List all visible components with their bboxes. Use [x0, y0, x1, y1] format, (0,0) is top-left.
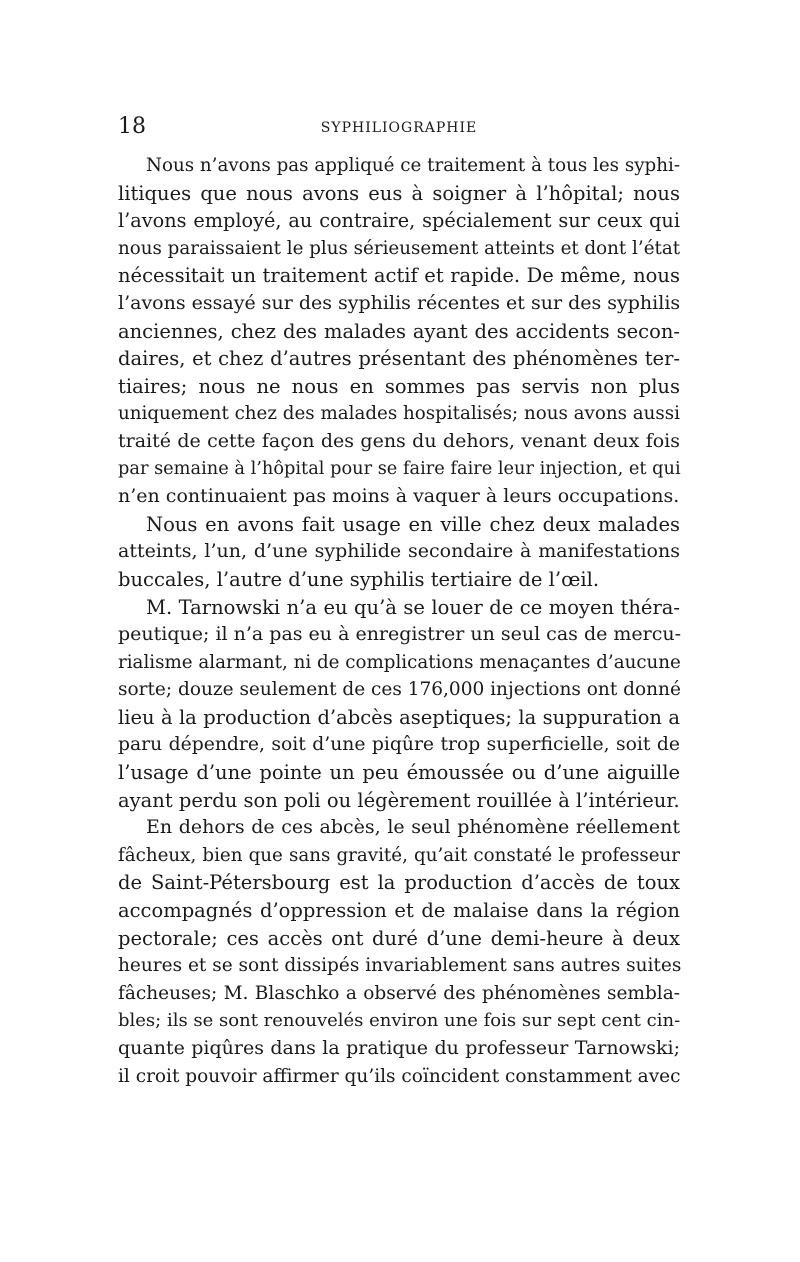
text-line: rialisme alarmant, ni de complications menaçantes d’aucune: [118, 651, 681, 673]
text-line: uniquement chez des malades hospitalisés; nous avons aussi: [118, 403, 680, 425]
text-line: sorte; douze seulement de ces 176,000 injections ont donné: [118, 679, 681, 701]
text-line: atteints, l’un, d’une syphilide secondaire à manifestations: [118, 540, 680, 563]
text-line: quante piqûres dans la pratique du professeur Tarnowski;: [118, 1037, 680, 1059]
text-line: ayant perdu son poli ou légèrement rouillée à l’intérieur.: [118, 788, 680, 812]
text-line: bles; ils se sont renouvelés environ une fois sur sept cent cin-: [118, 1010, 681, 1032]
text-line: M. Tarnowski n’a eu qu’à se louer de ce moyen théra-: [146, 595, 680, 619]
text-line: lieu à la production d’abcès aseptiques; la suppuration a: [118, 705, 680, 729]
text-line: tiaires; nous ne nous en sommes pas servis non plus: [118, 374, 680, 398]
page-number: 18: [118, 114, 146, 139]
text-line: paru dépendre, soit d’une piqûre trop superficielle, soit de: [118, 734, 680, 756]
running-title: SYPHILIOGRAPHIE: [320, 120, 478, 136]
text-line: traité de cette façon des gens du dehors, venant deux fois: [118, 429, 680, 452]
text-line: nécessitait un traitement actif et rapide. De même, nous: [118, 264, 680, 288]
text-line: n’en continuaient pas moins à vaquer à leurs occupations.: [118, 485, 680, 508]
text-line: anciennes, chez des malades ayant des accidents secon-: [118, 319, 680, 343]
text-line: l’avons essayé sur des syphilis récentes et sur des syphilis: [118, 291, 681, 314]
text-line: nous paraissaient le plus sérieusement atteints et dont l’état: [118, 237, 681, 259]
text-line: Nous en avons fait usage en ville chez deux malades: [146, 512, 680, 536]
text-line: de Saint-Pétersbourg est la production d’accès de toux: [118, 871, 680, 895]
text-line: il croit pouvoir affirmer qu’ils coïncident constamment avec: [118, 1065, 681, 1087]
text-line: accompagnés d’oppression et de malaise dans la région: [118, 899, 680, 923]
text-line: buccales, l’autre d’une syphilis tertiaire de l’œil.: [118, 567, 600, 591]
text-line: daires, et chez d’autres présentant des phénomènes ter-: [118, 347, 680, 371]
text-line: fâcheuses; M. Blaschko a observé des phénomènes sembla-: [118, 982, 680, 1004]
text-line: par semaine à l’hôpital pour se faire faire leur injection, et qui: [118, 458, 681, 479]
text-line: En dehors de ces abcès, le seul phénomène réellement: [146, 816, 680, 839]
running-head: [118, 112, 680, 142]
text-line: heures et se sont dissipés invariablement sans autres suites: [118, 955, 682, 977]
text-line: Nous n’avons pas appliqué ce traitement à tous les syphi-: [146, 155, 680, 176]
body-text: [118, 152, 680, 1090]
text-line: l’usage d’une pointe un peu émoussée ou d’une aiguille: [118, 761, 680, 785]
text-line: peutique; il n’a pas eu à enregistrer un seul cas de mercu-: [118, 623, 682, 646]
text-line: pectorale; ces accès ont duré d’une demi-heure à deux: [118, 926, 680, 950]
text-line: l’avons employé, au contraire, spécialement sur ceux qui: [118, 209, 680, 233]
text-line: litiques que nous avons eus à soigner à l’hôpital; nous: [118, 181, 680, 205]
text-line: fâcheux, bien que sans gravité, qu’ait constaté le professeur: [118, 844, 680, 866]
